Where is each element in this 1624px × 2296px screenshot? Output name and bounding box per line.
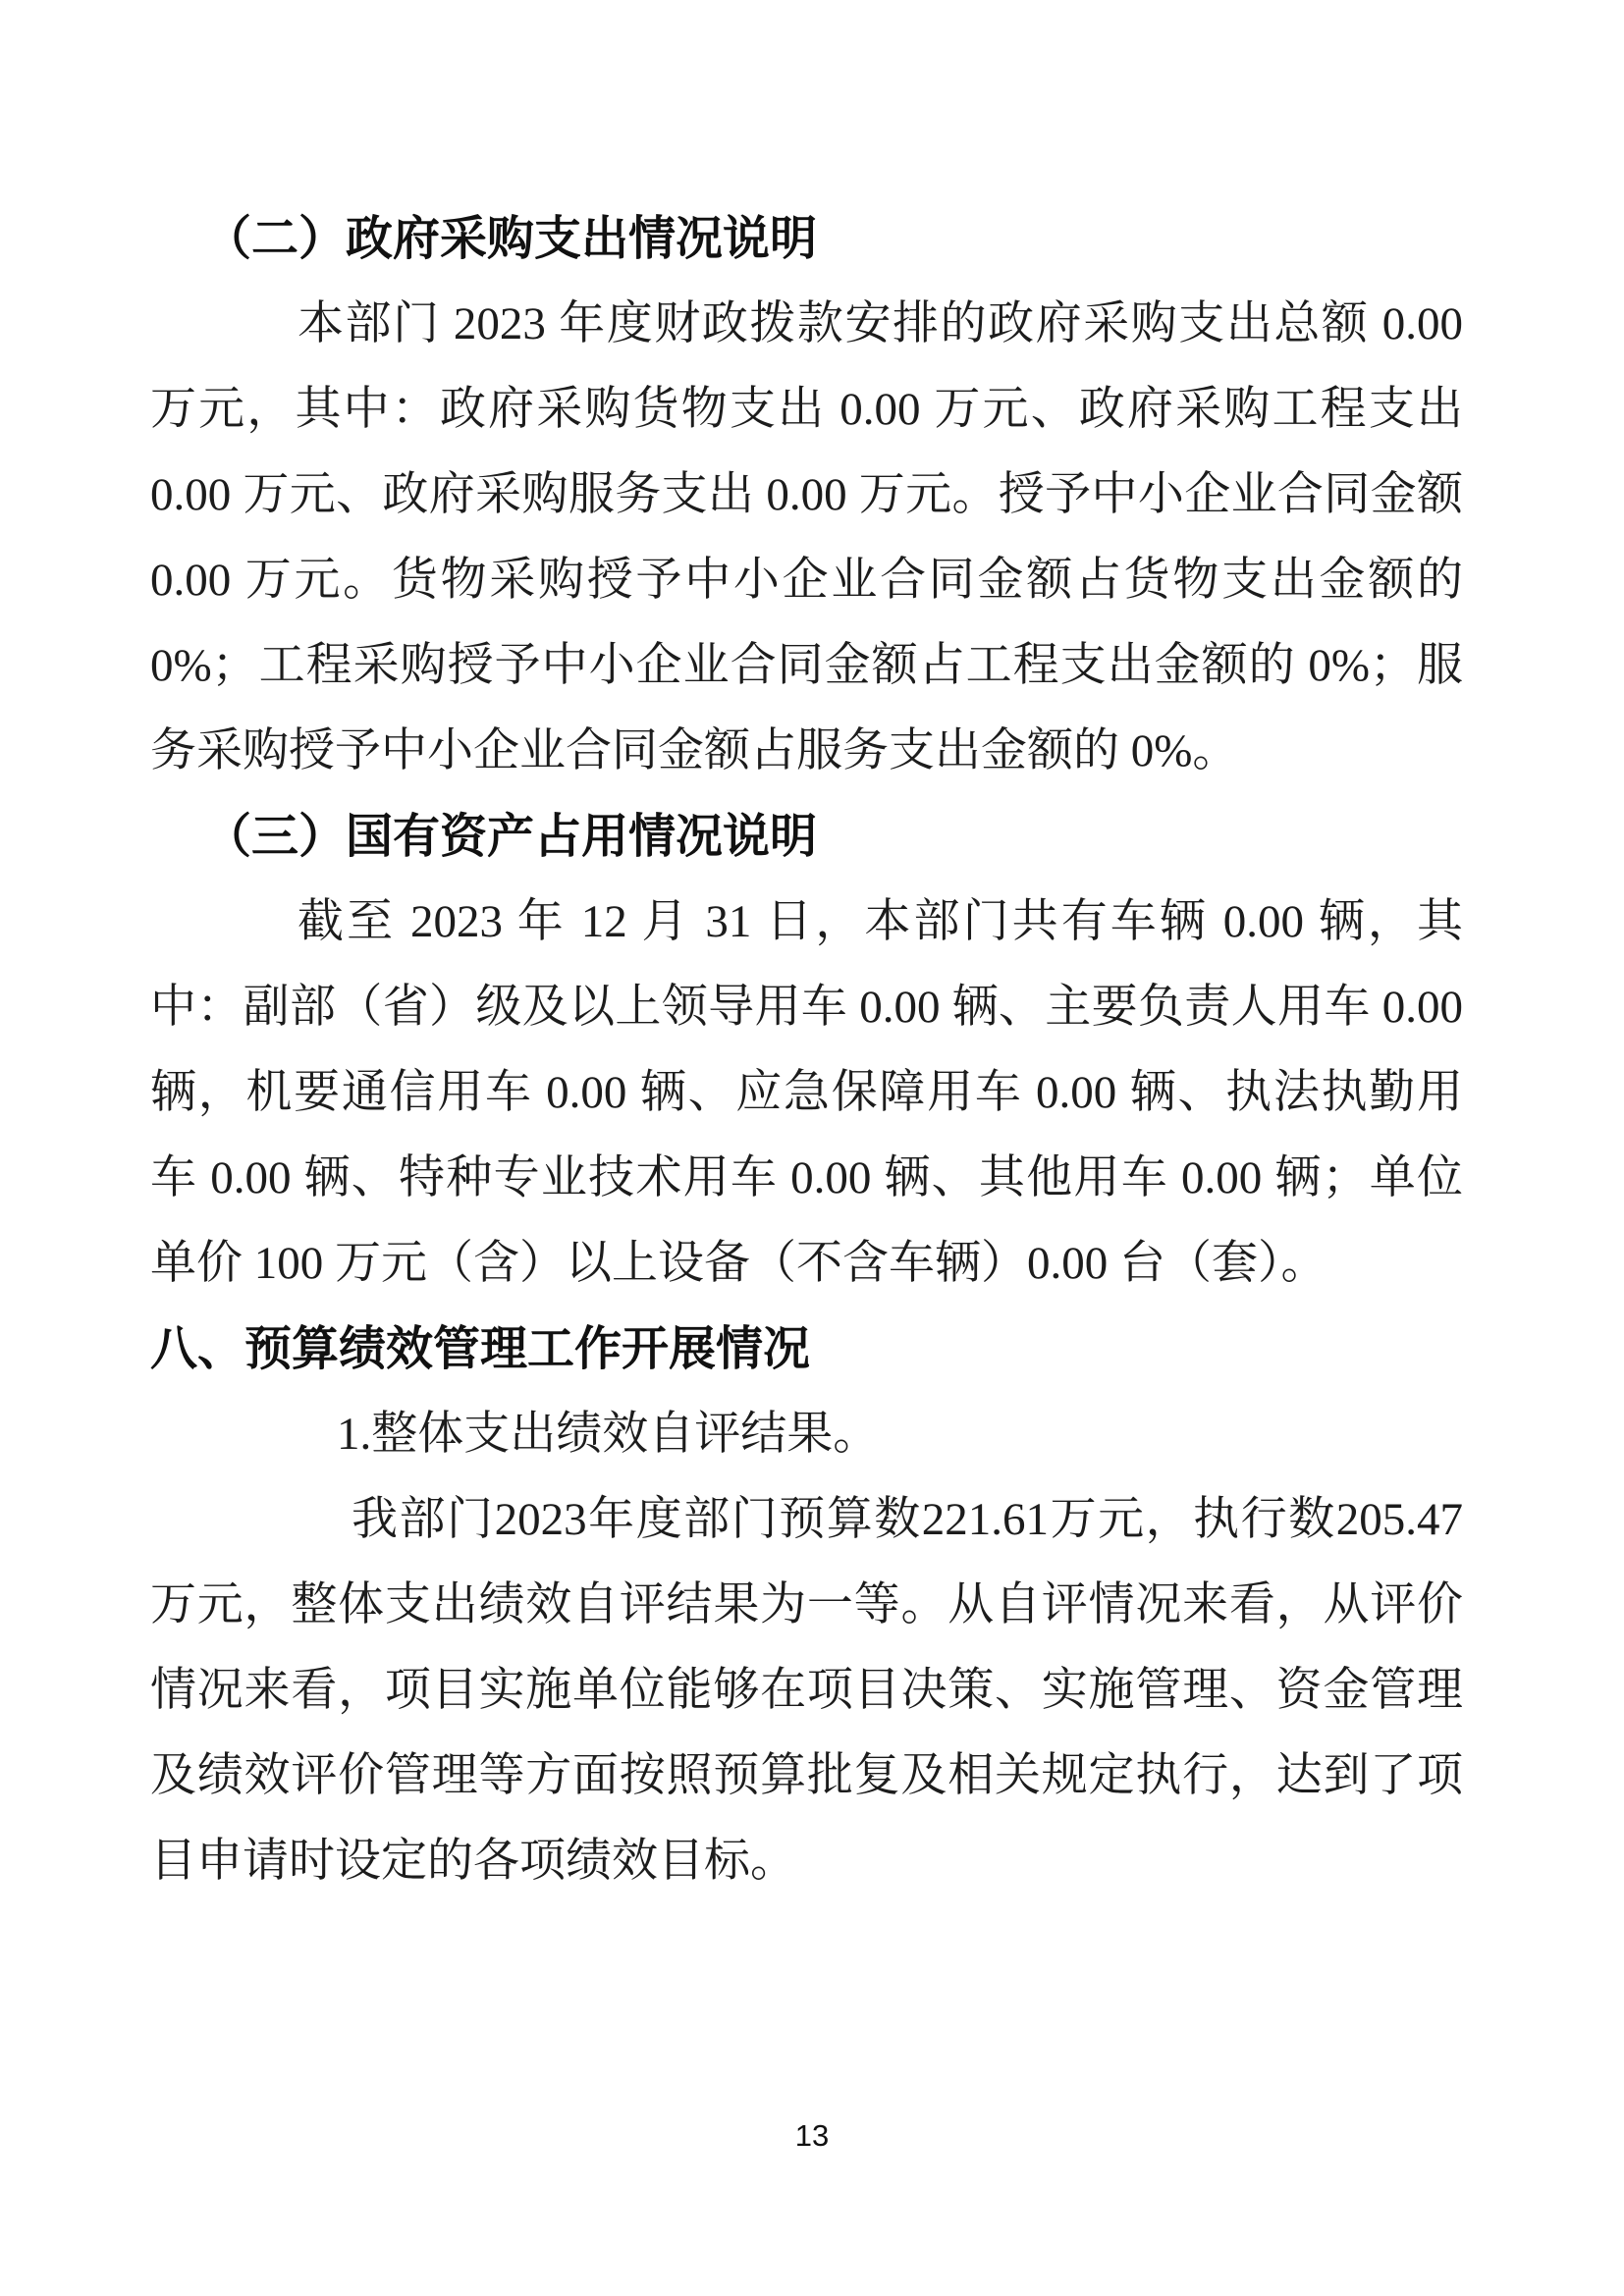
section-heading-gov-procurement: （二）政府采购支出情况说明 [204,213,818,265]
paragraph-gov-procurement: 本部门 2023 年度财政拨款安排的政府采购支出总额 0.00 万元，其中：政府采购货物支出 0.00 万元、政府采购工程支出 0.00 万元、政府采购服务支出 0.00 万元。授予中小企业合同金额 0.00 万元。货物采购授予中小企业合同金额占货物支出金额的 0%；工程采购授予中小企业合同金额占工程支出金额的 0%；服务采购授予中小企业合同金额占服务支出金额的 0%。 [150,298,1463,776]
page-content [150,196,1463,1904]
paragraph-self-eval-title: 1.整体支出绩效自评结果。 [337,1409,880,1460]
section-heading-state-assets: （三）国有资产占用情况说明 [204,811,818,863]
paragraph-self-eval-detail: 我部门2023年度部门预算数221.61万元，执行数205.47万元，整体支出绩效自评结果为一等。从自评情况来看，从评价情况来看，项目实施单位能够在项目决策、实施管理、资金管理及绩效评价管理等方面按照预算批复及相关规定执行，达到了项目申请时设定的各项绩效目标。 [150,1494,1463,1887]
section-heading-budget-performance: 八、预算绩效管理工作开展情况 [150,1323,811,1375]
paragraph-state-assets: 截至 2023 年 12 月 31 日，本部门共有车辆 0.00 辆，其中：副部（省）级及以上领导用车 0.00 辆、主要负责人用车 0.00 辆，机要通信用车 0.00 辆、应急保障用车 0.00 辆、执法执勤用车 0.00 辆、特种专业技术用车 0.00 辆、其他用车 0.00 辆；单位单价 100 万元（含）以上设备（不含车辆）0.00 台（套）。 [150,896,1463,1289]
page-number: 13 [794,2118,830,2153]
